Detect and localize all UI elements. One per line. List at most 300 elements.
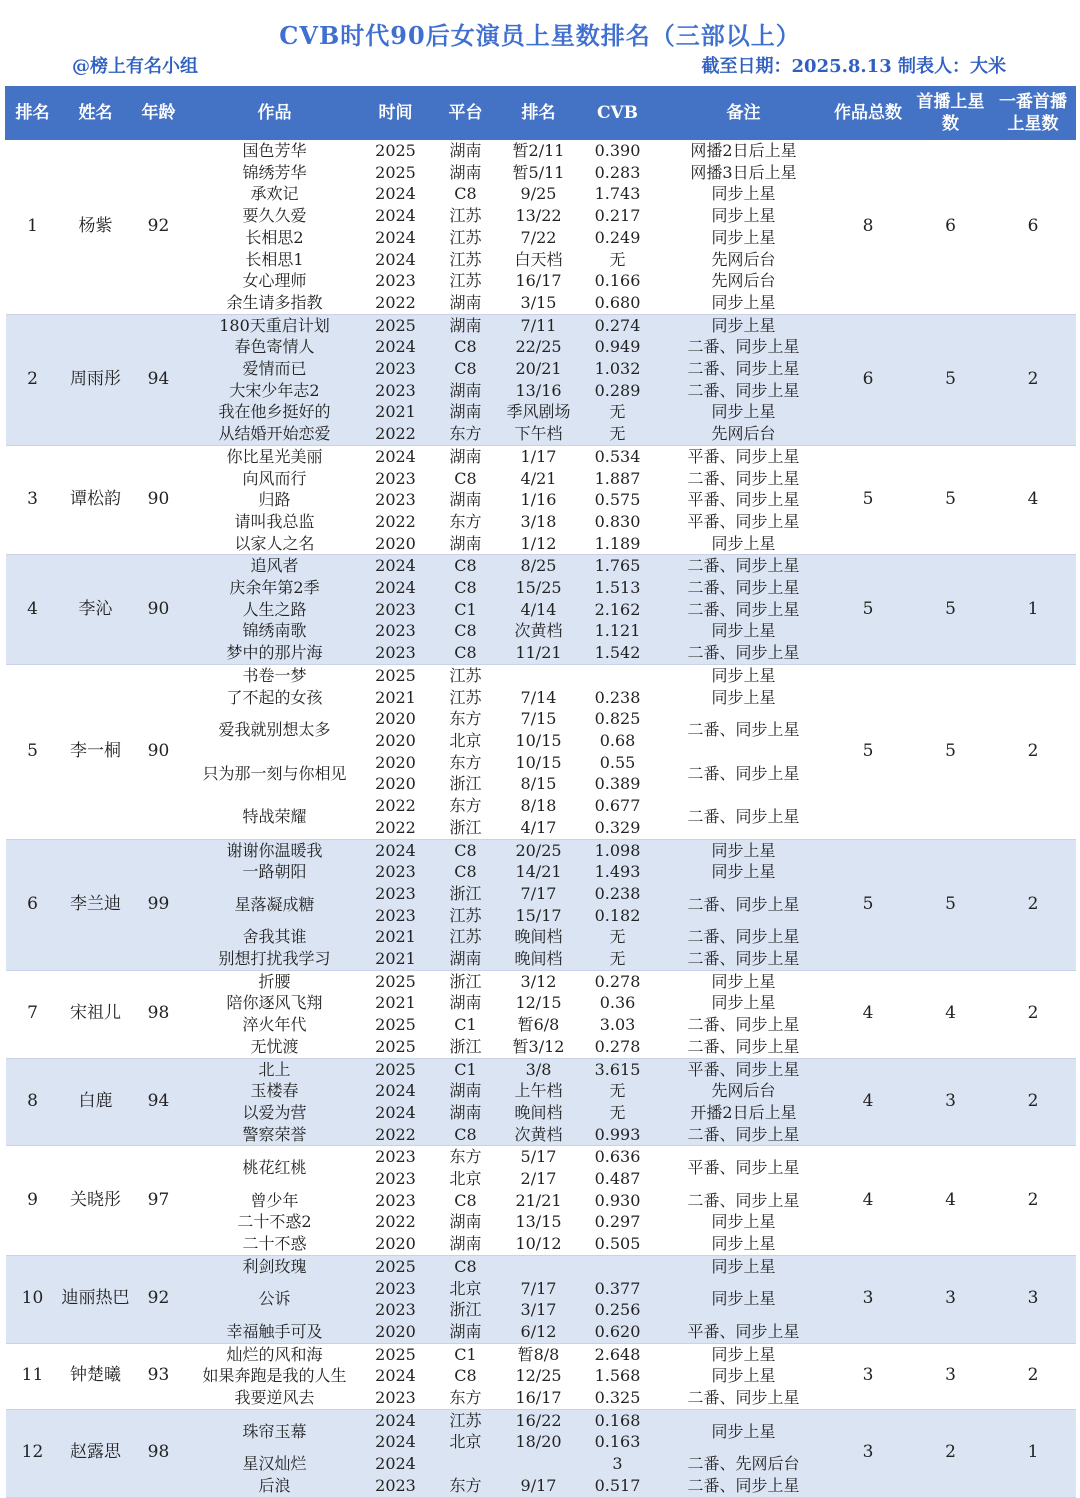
work-cell: 特战荣耀 bbox=[242, 806, 307, 826]
year-cell: 2023 bbox=[364, 358, 428, 380]
platform-cell: 东方 bbox=[449, 1388, 482, 1408]
platform-cell: C8 bbox=[428, 555, 504, 577]
work-cell: 陪你逐风飞翔 bbox=[226, 993, 323, 1013]
slot-rank-cell: 3/8 bbox=[504, 1058, 574, 1080]
name-cell: 钟楚曦 bbox=[70, 1365, 121, 1386]
year-cell: 2022 bbox=[375, 817, 416, 837]
cvb-cell: 1.765 bbox=[574, 555, 662, 577]
note-cell: 二番、先网后台 bbox=[662, 1453, 826, 1475]
note-cell: 同步上星 bbox=[662, 401, 826, 423]
work-cell: 人生之路 bbox=[186, 599, 364, 621]
platform-cell: 江苏 bbox=[428, 1409, 504, 1431]
platform-cell: 江苏 bbox=[449, 271, 482, 291]
age-cell: 97 bbox=[147, 1189, 170, 1210]
cvb-cell: 2.648 bbox=[594, 1344, 641, 1364]
work-cell: 如果奔跑是我的人生 bbox=[202, 1366, 347, 1386]
work-cell: 一路朝阳 bbox=[186, 861, 364, 883]
slot-rank-cell: 4/17 bbox=[520, 817, 557, 837]
first-broadcast-cell: 6 bbox=[945, 215, 956, 236]
actress-group bbox=[6, 140, 1076, 315]
note-cell: 二番、同步上星 bbox=[662, 577, 826, 599]
work-cell: 要久久爱 bbox=[242, 206, 307, 226]
work-cell: 珠帘玉幕 bbox=[186, 1409, 364, 1453]
slot-rank-cell: 13/15 bbox=[515, 1212, 562, 1232]
slot-rank-cell: 季风剧场 bbox=[504, 401, 574, 423]
note-cell: 开播2日后上星 bbox=[662, 1102, 826, 1124]
table-row bbox=[6, 555, 1076, 577]
platform-cell: C8 bbox=[428, 577, 504, 599]
age-cell: 93 bbox=[147, 1365, 170, 1386]
platform-cell: C8 bbox=[428, 358, 504, 380]
platform-cell: C8 bbox=[454, 1366, 477, 1386]
platform-cell: C8 bbox=[454, 468, 477, 488]
platform-cell: 东方 bbox=[428, 1475, 504, 1497]
platform-cell: 浙江 bbox=[449, 1036, 482, 1056]
table-row bbox=[6, 1343, 1076, 1365]
platform-cell: C8 bbox=[454, 184, 477, 204]
cvb-cell: 无 bbox=[574, 926, 662, 948]
slot-rank-cell: 20/25 bbox=[504, 839, 574, 861]
work-cell: 淬火年代 bbox=[242, 1015, 307, 1035]
year-cell: 2021 bbox=[364, 926, 428, 948]
age-cell: 98 bbox=[132, 1409, 186, 1497]
work-cell: 了不起的女孩 bbox=[226, 687, 323, 707]
rank-cell: 12 bbox=[6, 1409, 60, 1497]
name-cell: 赵露思 bbox=[60, 1409, 132, 1497]
work-cell: 曾少年 bbox=[250, 1190, 299, 1210]
actress-group bbox=[6, 839, 1076, 970]
year-cell: 2023 bbox=[364, 883, 428, 905]
year-cell: 2023 bbox=[364, 642, 428, 664]
year-cell: 2023 bbox=[375, 1190, 416, 1210]
work-cell: 春色寄情人 bbox=[186, 336, 364, 358]
year-cell: 2025 bbox=[364, 314, 428, 336]
cvb-cell: 0.238 bbox=[594, 687, 641, 707]
actress-group bbox=[6, 1146, 1076, 1256]
work-cell: 后浪 bbox=[186, 1475, 364, 1497]
note-cell: 平番、同步上星 bbox=[662, 1058, 826, 1080]
lead-first-broadcast-cell: 1 bbox=[991, 555, 1076, 665]
year-cell: 2022 bbox=[364, 423, 428, 445]
slot-rank-cell: 16/22 bbox=[504, 1409, 574, 1431]
work-cell: 爱我就别想太多 bbox=[218, 720, 331, 740]
platform-cell: 北京 bbox=[428, 1278, 504, 1300]
note-cell: 二番、同步上星 bbox=[687, 720, 800, 740]
year-cell: 2022 bbox=[364, 1124, 428, 1146]
year-cell: 2025 bbox=[364, 1058, 428, 1080]
cvb-cell: 0.68 bbox=[599, 730, 636, 750]
age-cell: 90 bbox=[147, 740, 170, 761]
platform-cell: C8 bbox=[428, 336, 504, 358]
cvb-cell: 0.238 bbox=[574, 883, 662, 905]
note-cell: 平番、同步上星 bbox=[687, 446, 800, 466]
work-cell: 从结婚开始恋爱 bbox=[186, 423, 364, 445]
note-cell: 二番、同步上星 bbox=[687, 806, 800, 826]
work-cell: 余生请多指教 bbox=[226, 292, 323, 312]
platform-cell: C8 bbox=[428, 1124, 504, 1146]
total-works-cell: 3 bbox=[862, 1365, 874, 1386]
platform-cell: 湖南 bbox=[449, 1234, 482, 1254]
platform-cell: 浙江 bbox=[428, 1299, 504, 1321]
year-cell: 2024 bbox=[364, 555, 428, 577]
year-cell: 2021 bbox=[364, 948, 428, 970]
note-cell: 二番、同步上星 bbox=[662, 599, 826, 621]
work-cell: 承欢记 bbox=[250, 184, 299, 204]
platform-cell: C8 bbox=[428, 861, 504, 883]
platform-cell: 江苏 bbox=[428, 905, 504, 927]
platform-cell: 东方 bbox=[449, 796, 482, 816]
note-cell: 二番、同步上星 bbox=[662, 1475, 826, 1497]
platform-cell: 湖南 bbox=[449, 490, 482, 510]
platform-cell: C8 bbox=[428, 1255, 504, 1277]
cvb-cell: 0.505 bbox=[594, 1234, 641, 1254]
work-cell: 追风者 bbox=[186, 555, 364, 577]
cvb-cell: 0.256 bbox=[574, 1299, 662, 1321]
slot-rank-cell: 16/17 bbox=[515, 1388, 562, 1408]
cvb-cell bbox=[574, 1255, 662, 1277]
table-row bbox=[6, 970, 1076, 992]
year-cell: 2020 bbox=[375, 533, 416, 553]
actress-group bbox=[6, 445, 1076, 555]
slot-rank-cell: 7/17 bbox=[504, 1278, 574, 1300]
platform-cell: 湖南 bbox=[449, 446, 482, 466]
platform-cell: 湖南 bbox=[428, 314, 504, 336]
col-header: 一番首播上星数 bbox=[991, 87, 1076, 140]
work-cell: 公诉 bbox=[186, 1278, 364, 1321]
name-cell: 迪丽热巴 bbox=[60, 1255, 132, 1343]
platform-cell: 湖南 bbox=[428, 1321, 504, 1343]
ranking-table bbox=[5, 86, 1076, 1498]
cvb-cell: 0.168 bbox=[574, 1409, 662, 1431]
total-works-cell: 5 bbox=[862, 489, 874, 510]
cvb-cell: 1.887 bbox=[594, 468, 641, 488]
note-cell: 二番、同步上星 bbox=[662, 642, 826, 664]
note-cell: 同步上星 bbox=[711, 1344, 776, 1364]
work-cell: 请叫我总监 bbox=[234, 511, 315, 531]
name-cell: 周雨彤 bbox=[60, 314, 132, 445]
note-cell: 同步上星 bbox=[711, 184, 776, 204]
year-cell: 2020 bbox=[364, 1321, 428, 1343]
work-cell: 警察荣誉 bbox=[186, 1124, 364, 1146]
age-cell: 98 bbox=[147, 1003, 170, 1024]
slot-rank-cell: 暂5/11 bbox=[512, 162, 565, 182]
note-cell: 先网后台 bbox=[662, 1080, 826, 1102]
cvb-cell: 3.03 bbox=[599, 1015, 636, 1035]
table-row bbox=[6, 1146, 1076, 1168]
slot-rank-cell: 上午档 bbox=[504, 1080, 574, 1102]
cvb-cell: 0.249 bbox=[594, 227, 641, 247]
slot-rank-cell: 暂6/8 bbox=[517, 1015, 560, 1035]
slot-rank-cell: 9/25 bbox=[520, 184, 557, 204]
note-cell: 二番、同步上星 bbox=[662, 336, 826, 358]
name-cell: 谭松韵 bbox=[70, 489, 121, 510]
first-broadcast-cell: 3 bbox=[911, 1255, 991, 1343]
work-cell: 你比星光美丽 bbox=[226, 446, 323, 466]
cvb-cell: 3.615 bbox=[574, 1058, 662, 1080]
platform-cell: 浙江 bbox=[449, 774, 482, 794]
year-cell: 2023 bbox=[364, 1475, 428, 1497]
note-cell: 同步上星 bbox=[711, 687, 776, 707]
year-cell: 2023 bbox=[364, 905, 428, 927]
slot-rank-cell: 9/17 bbox=[504, 1475, 574, 1497]
note-cell: 同步上星 bbox=[711, 1366, 776, 1386]
note-cell: 同步上星 bbox=[711, 993, 776, 1013]
year-cell: 2020 bbox=[375, 774, 416, 794]
cvb-cell: 无 bbox=[574, 401, 662, 423]
work-cell: 爱情而已 bbox=[186, 358, 364, 380]
platform-cell: 湖南 bbox=[428, 401, 504, 423]
slot-rank-cell: 暂2/11 bbox=[512, 141, 565, 160]
first-broadcast-cell: 3 bbox=[911, 1058, 991, 1146]
actress-group bbox=[6, 1255, 1076, 1343]
year-cell: 2023 bbox=[364, 1278, 428, 1300]
cvb-cell: 1.493 bbox=[574, 861, 662, 883]
year-cell: 2022 bbox=[375, 1212, 416, 1232]
year-cell: 2021 bbox=[375, 687, 416, 707]
note-cell: 二番、同步上星 bbox=[687, 1190, 800, 1210]
note-cell: 二番、同步上星 bbox=[662, 948, 826, 970]
year-cell: 2024 bbox=[364, 1431, 428, 1453]
total-works-cell: 5 bbox=[862, 740, 874, 761]
cvb-cell: 0.278 bbox=[594, 971, 641, 991]
work-cell: 我要逆风去 bbox=[234, 1388, 315, 1408]
actress-group bbox=[6, 1343, 1076, 1409]
platform-cell: 江苏 bbox=[449, 687, 482, 707]
table-row bbox=[6, 839, 1076, 861]
platform-cell: 东方 bbox=[428, 423, 504, 445]
col-header: 排名 bbox=[504, 87, 574, 140]
table-row bbox=[6, 140, 1076, 162]
year-cell: 2023 bbox=[375, 1388, 416, 1408]
platform-cell: C1 bbox=[428, 1058, 504, 1080]
rank-cell: 8 bbox=[6, 1058, 60, 1146]
work-cell: 大宋少年志2 bbox=[186, 380, 364, 402]
col-header: 排名 bbox=[6, 87, 60, 140]
cvb-cell: 0.680 bbox=[594, 292, 641, 312]
work-cell: 星汉灿烂 bbox=[186, 1453, 364, 1475]
note-cell: 同步上星 bbox=[711, 971, 776, 991]
slot-rank-cell: 4/21 bbox=[520, 468, 557, 488]
platform-cell: 东方 bbox=[449, 1147, 482, 1167]
cvb-cell: 1.121 bbox=[574, 620, 662, 642]
name-cell: 李一桐 bbox=[70, 740, 121, 761]
year-cell: 2020 bbox=[375, 730, 416, 750]
platform-cell: C1 bbox=[454, 1344, 477, 1364]
age-cell: 94 bbox=[132, 1058, 186, 1146]
work-cell: 幸福触手可及 bbox=[186, 1321, 364, 1343]
work-cell: 庆余年第2季 bbox=[186, 577, 364, 599]
year-cell: 2024 bbox=[375, 206, 416, 226]
col-header: 年龄 bbox=[132, 87, 186, 140]
work-cell: 女心理师 bbox=[242, 271, 307, 291]
slot-rank-cell: 10/12 bbox=[515, 1234, 562, 1254]
actress-group bbox=[6, 1409, 1076, 1497]
lead-first-broadcast-cell: 2 bbox=[1027, 1365, 1039, 1386]
work-cell: 利剑玫瑰 bbox=[186, 1255, 364, 1277]
cvb-cell: 无 bbox=[574, 1080, 662, 1102]
note-cell: 先网后台 bbox=[711, 249, 776, 269]
first-broadcast-cell: 5 bbox=[945, 489, 956, 510]
slot-rank-cell: 12/25 bbox=[515, 1366, 562, 1386]
lead-first-broadcast-cell: 2 bbox=[991, 314, 1076, 445]
platform-cell: 湖南 bbox=[449, 993, 482, 1013]
note-cell: 同步上星 bbox=[662, 620, 826, 642]
year-cell: 2025 bbox=[375, 1344, 416, 1364]
year-cell: 2024 bbox=[375, 446, 416, 466]
note-cell: 二番、同步上星 bbox=[687, 1015, 800, 1035]
cvb-cell: 0.534 bbox=[594, 446, 641, 466]
platform-cell: 北京 bbox=[449, 730, 482, 750]
age-cell: 90 bbox=[147, 489, 170, 510]
total-works-cell: 5 bbox=[826, 555, 911, 665]
note-cell: 网播2日后上星 bbox=[690, 141, 797, 160]
work-cell: 灿烂的风和海 bbox=[226, 1344, 323, 1364]
cvb-cell: 无 bbox=[574, 423, 662, 445]
cvb-cell: 0.636 bbox=[594, 1147, 641, 1167]
lead-first-broadcast-cell: 3 bbox=[991, 1255, 1076, 1343]
table-row bbox=[6, 1058, 1076, 1080]
year-cell: 2022 bbox=[375, 511, 416, 531]
col-header: 首播上星数 bbox=[911, 87, 991, 140]
slot-rank-cell: 晚间档 bbox=[504, 948, 574, 970]
lead-first-broadcast-cell: 6 bbox=[1027, 215, 1039, 236]
platform-cell: 湖南 bbox=[449, 162, 482, 182]
cvb-cell: 0.390 bbox=[594, 141, 641, 160]
col-header: 姓名 bbox=[60, 87, 132, 140]
table-row bbox=[6, 1409, 1076, 1431]
platform-cell: 湖南 bbox=[428, 1102, 504, 1124]
cvb-cell: 0.487 bbox=[594, 1169, 641, 1189]
lead-first-broadcast-cell: 2 bbox=[991, 1058, 1076, 1146]
year-cell: 2024 bbox=[375, 184, 416, 204]
author-label: @榜上有名小组 bbox=[72, 56, 198, 77]
slot-rank-cell: 1/12 bbox=[520, 533, 557, 553]
note-cell: 二番、同步上星 bbox=[687, 1036, 800, 1056]
year-cell: 2023 bbox=[364, 861, 428, 883]
slot-rank-cell: 7/22 bbox=[520, 227, 557, 247]
year-cell: 2021 bbox=[364, 401, 428, 423]
total-works-cell: 5 bbox=[826, 839, 911, 970]
slot-rank-cell: 8/25 bbox=[504, 555, 574, 577]
name-cell: 宋祖儿 bbox=[70, 1003, 121, 1024]
platform-cell: 东方 bbox=[449, 709, 482, 729]
year-cell: 2023 bbox=[364, 620, 428, 642]
slot-rank-cell: 11/21 bbox=[504, 642, 574, 664]
note-cell: 同步上星 bbox=[662, 861, 826, 883]
note-cell: 二番、同步上星 bbox=[687, 468, 800, 488]
year-cell: 2024 bbox=[364, 839, 428, 861]
work-cell: 二十不惑 bbox=[242, 1234, 307, 1254]
slot-rank-cell: 21/21 bbox=[515, 1190, 562, 1210]
date-info: 截至日期：2025.8.13 制表人：大米 bbox=[701, 56, 1006, 77]
work-cell: 书卷一梦 bbox=[242, 665, 307, 685]
note-cell: 平番、同步上星 bbox=[662, 1321, 826, 1343]
work-cell: 以爱为营 bbox=[186, 1102, 364, 1124]
cvb-cell: 0.278 bbox=[594, 1036, 641, 1056]
rank-cell: 7 bbox=[27, 1003, 38, 1024]
platform-cell: 浙江 bbox=[428, 883, 504, 905]
cvb-cell: 0.830 bbox=[594, 511, 641, 531]
rank-cell: 5 bbox=[27, 740, 38, 761]
slot-rank-cell: 次黄档 bbox=[504, 1124, 574, 1146]
slot-rank-cell: 白天档 bbox=[514, 249, 563, 269]
slot-rank-cell: 8/18 bbox=[520, 796, 557, 816]
age-cell: 90 bbox=[132, 555, 186, 665]
lead-first-broadcast-cell: 1 bbox=[991, 1409, 1076, 1497]
work-cell: 长相思1 bbox=[245, 249, 304, 269]
note-cell: 同步上星 bbox=[662, 1409, 826, 1453]
slot-rank-cell: 暂8/8 bbox=[517, 1344, 560, 1364]
slot-rank-cell: 3/15 bbox=[520, 292, 557, 312]
work-cell: 折腰 bbox=[258, 971, 291, 991]
year-cell: 2024 bbox=[375, 1366, 416, 1386]
slot-rank-cell bbox=[504, 664, 574, 686]
cvb-cell: 0.289 bbox=[574, 380, 662, 402]
cvb-cell: 1.513 bbox=[574, 577, 662, 599]
note-cell: 同步上星 bbox=[662, 314, 826, 336]
rank-cell: 11 bbox=[21, 1365, 44, 1386]
year-cell: 2022 bbox=[375, 796, 416, 816]
rank-cell: 1 bbox=[27, 215, 38, 236]
rank-cell: 9 bbox=[27, 1189, 38, 1210]
cvb-cell: 1.098 bbox=[574, 839, 662, 861]
slot-rank-cell: 13/16 bbox=[504, 380, 574, 402]
slot-rank-cell: 7/15 bbox=[520, 709, 557, 729]
first-broadcast-cell: 5 bbox=[911, 839, 991, 970]
year-cell: 2025 bbox=[375, 1015, 416, 1035]
year-cell: 2025 bbox=[375, 971, 416, 991]
note-cell: 同步上星 bbox=[711, 1234, 776, 1254]
year-cell: 2023 bbox=[375, 490, 416, 510]
cvb-cell: 0.283 bbox=[594, 162, 641, 182]
platform-cell: 江苏 bbox=[449, 249, 482, 269]
year-cell: 2024 bbox=[364, 577, 428, 599]
note-cell: 同步上星 bbox=[711, 206, 776, 226]
slot-rank-cell: 下午档 bbox=[504, 423, 574, 445]
note-cell: 网播3日后上星 bbox=[690, 162, 797, 182]
first-broadcast-cell: 5 bbox=[911, 555, 991, 665]
note-cell: 二番、同步上星 bbox=[662, 926, 826, 948]
year-cell: 2024 bbox=[364, 1453, 428, 1475]
year-cell: 2023 bbox=[375, 1169, 416, 1189]
note-cell: 二番、同步上星 bbox=[662, 555, 826, 577]
cvb-cell: 无 bbox=[574, 1102, 662, 1124]
work-cell: 向风而行 bbox=[242, 468, 307, 488]
cvb-cell: 0.329 bbox=[594, 817, 641, 837]
work-cell: 别想打扰我学习 bbox=[186, 948, 364, 970]
table-header-row bbox=[6, 87, 1076, 140]
note-cell: 同步上星 bbox=[711, 227, 776, 247]
platform-cell: 湖南 bbox=[428, 1080, 504, 1102]
year-cell: 2025 bbox=[375, 665, 416, 685]
platform-cell: C1 bbox=[428, 599, 504, 621]
cvb-cell: 0.325 bbox=[594, 1388, 641, 1408]
year-cell: 2021 bbox=[375, 993, 416, 1013]
work-cell: 二十不惑2 bbox=[237, 1212, 312, 1232]
total-works-cell: 6 bbox=[826, 314, 911, 445]
lead-first-broadcast-cell: 2 bbox=[991, 839, 1076, 970]
slot-rank-cell: 22/25 bbox=[504, 336, 574, 358]
platform-cell: C8 bbox=[454, 1190, 477, 1210]
note-cell: 同步上星 bbox=[711, 292, 776, 312]
col-header: 备注 bbox=[662, 87, 826, 140]
platform-cell bbox=[428, 1453, 504, 1475]
work-cell: 国色芳华 bbox=[242, 141, 307, 160]
note-cell: 同步上星 bbox=[662, 839, 826, 861]
platform-cell: 江苏 bbox=[449, 665, 482, 685]
slot-rank-cell: 15/25 bbox=[504, 577, 574, 599]
work-cell: 180天重启计划 bbox=[186, 314, 364, 336]
